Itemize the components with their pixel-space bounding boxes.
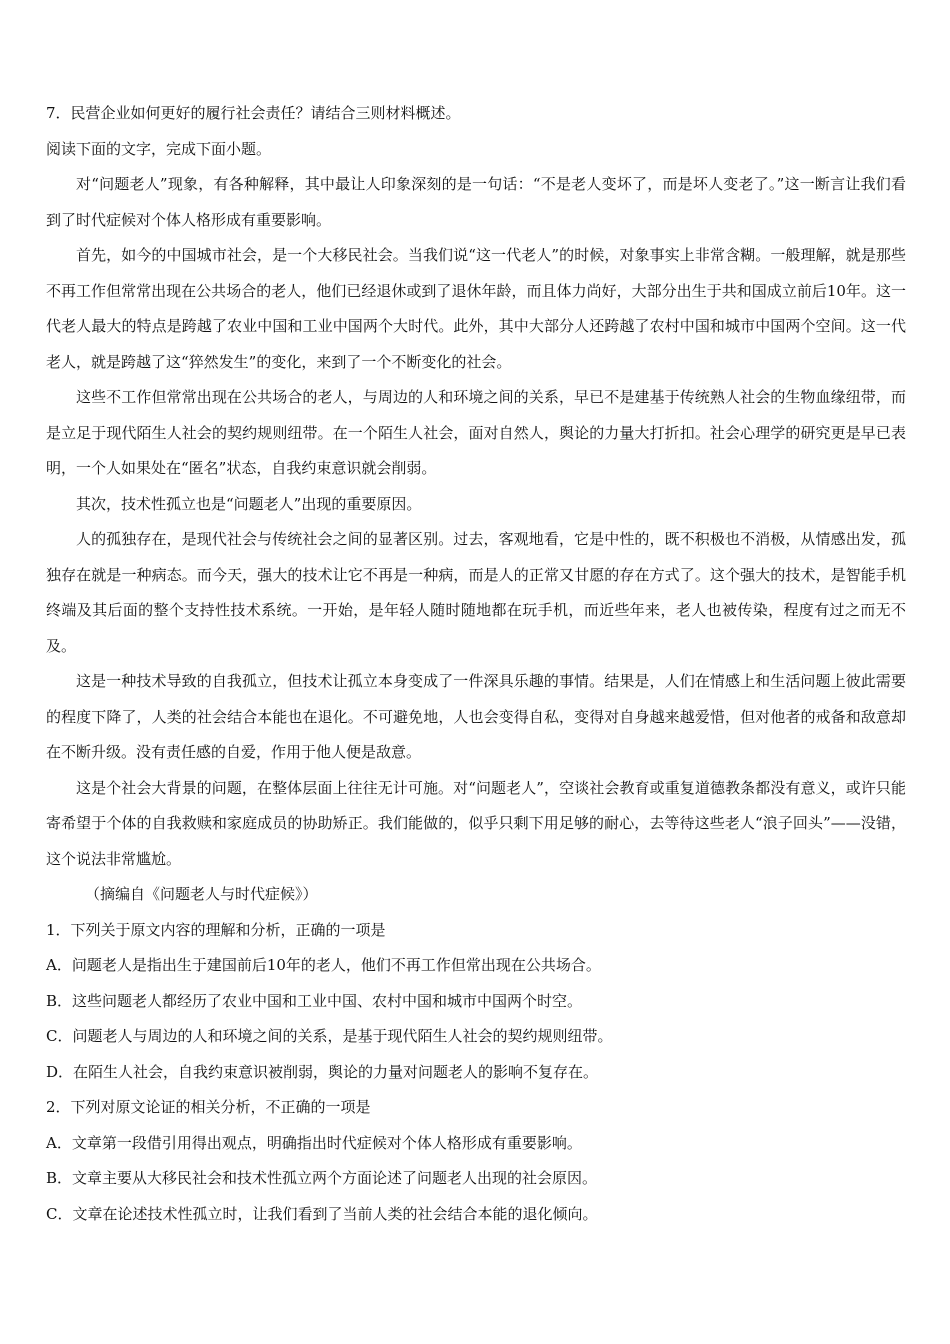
passage-paragraph: 这些不工作但常常出现在公共场合的老人，与周边的人和环境之间的关系，早已不是建基于传统熟人社会的生物血缘纽带，而是立足于现代陌生人社会的契约规则纽带。在一个陌生人社会，面对自然人，舆论的力量大打折扣。社会心理学的研究更是早已表明，一个人如果处在“匿名”状态，自我约束意识就会削弱。	[46, 388, 906, 477]
question-1-stem: 1．下列关于原文内容的理解和分析，正确的一项是	[46, 920, 386, 939]
question-1-option-c: C．问题老人与周边的人和环境之间的关系，是基于现代陌生人社会的契约规则纽带。	[46, 1027, 613, 1045]
question-2-option-b: B．文章主要从大移民社会和技术性孤立两个方面论述了问题老人出现的社会原因。	[46, 1169, 598, 1187]
question-1-option-a: A．问题老人是指出生于建国前后10年的老人，他们不再工作但常出现在公共场合。	[46, 956, 601, 974]
exam-page	[46, 96, 906, 1232]
passage-source: （摘编自《问题老人与时代症候》）	[85, 885, 318, 903]
passage-paragraph: 对“问题老人”现象，有各种解释，其中最让人印象深刻的是一句话：“不是老人变坏了，而是坏人变老了。”这一断言让我们看到了时代症候对个体人格形成有重要影响。	[46, 175, 906, 229]
passage-paragraph: 其次，技术性孤立也是“问题老人”出现的重要原因。	[76, 494, 422, 513]
passage-paragraph: 首先，如今的中国城市社会，是一个大移民社会。当我们说“这一代老人”的时候，对象事实上非常含糊。一般理解，就是那些不再工作但常常出现在公共场合的老人，他们已经退休或到了退休年龄，而且体力尚好，大部分出生于共和国成立前后10年。这一代老人最大的特点是跨越了农业中国和工业中国两个大时代。此外，其中大部分人还跨越了农村中国和城市中国两个空间。这一代老人，就是跨越了这“猝然发生”的变化，来到了一个不断变化的社会。	[46, 246, 906, 371]
passage-paragraph: 这是个社会大背景的问题，在整体层面上往往无计可施。对“问题老人”，空谈社会教育或重复道德教条都没有意义，或许只能寄希望于个体的自我救赎和家庭成员的协助矫正。我们能做的，似乎只剩下用足够的耐心，去等待这些老人“浪子回头”——没错，这个说法非常尴尬。	[46, 778, 906, 868]
passage-paragraph: 人的孤独存在，是现代社会与传统社会之间的显著区别。过去，客观地看，它是中性的，既不积极也不消极，从情感出发，孤独存在就是一种病态。而今天，强大的技术让它不再是一种病，而是人的正常又甘愿的存在方式了。这个强大的技术，是智能手机终端及其后面的整个支持性技术系统。一开始，是年轻人随时随地都在玩手机，而近些年来，老人也被传染，程度有过之而无不及。	[46, 530, 906, 655]
passage-paragraph: 这是一种技术导致的自我孤立，但技术让孤立本身变成了一件深具乐趣的事情。结果是，人们在情感上和生活问题上彼此需要的程度下降了，人类的社会结合本能也在退化。不可避免地，人也会变得自私，变得对自身越来越爱惜，但对他者的戒备和敌意却在不断升级。没有责任感的自爱，作用于他人便是敌意。	[46, 672, 906, 761]
question-1-option-d: D．在陌生人社会，自我约束意识被削弱，舆论的力量对问题老人的影响不复存在。	[46, 1062, 599, 1081]
question-2-option-c: C．文章在论述技术性孤立时，让我们看到了当前人类的社会结合本能的退化倾向。	[46, 1204, 598, 1223]
reading-instruction: 阅读下面的文字，完成下面小题。	[46, 139, 272, 158]
question-2-option-a: A．文章第一段借引用得出观点，明确指出时代症候对个体人格形成有重要影响。	[46, 1133, 582, 1152]
question-1-option-b: B．这些问题老人都经历了农业中国和工业中国、农村中国和城市中国两个时空。	[46, 991, 583, 1010]
question-2-stem: 2．下列对原文论证的相关分析，不正确的一项是	[46, 1098, 371, 1116]
question-7: 7．民营企业如何更好的履行社会责任？请结合三则材料概述。	[46, 104, 461, 122]
